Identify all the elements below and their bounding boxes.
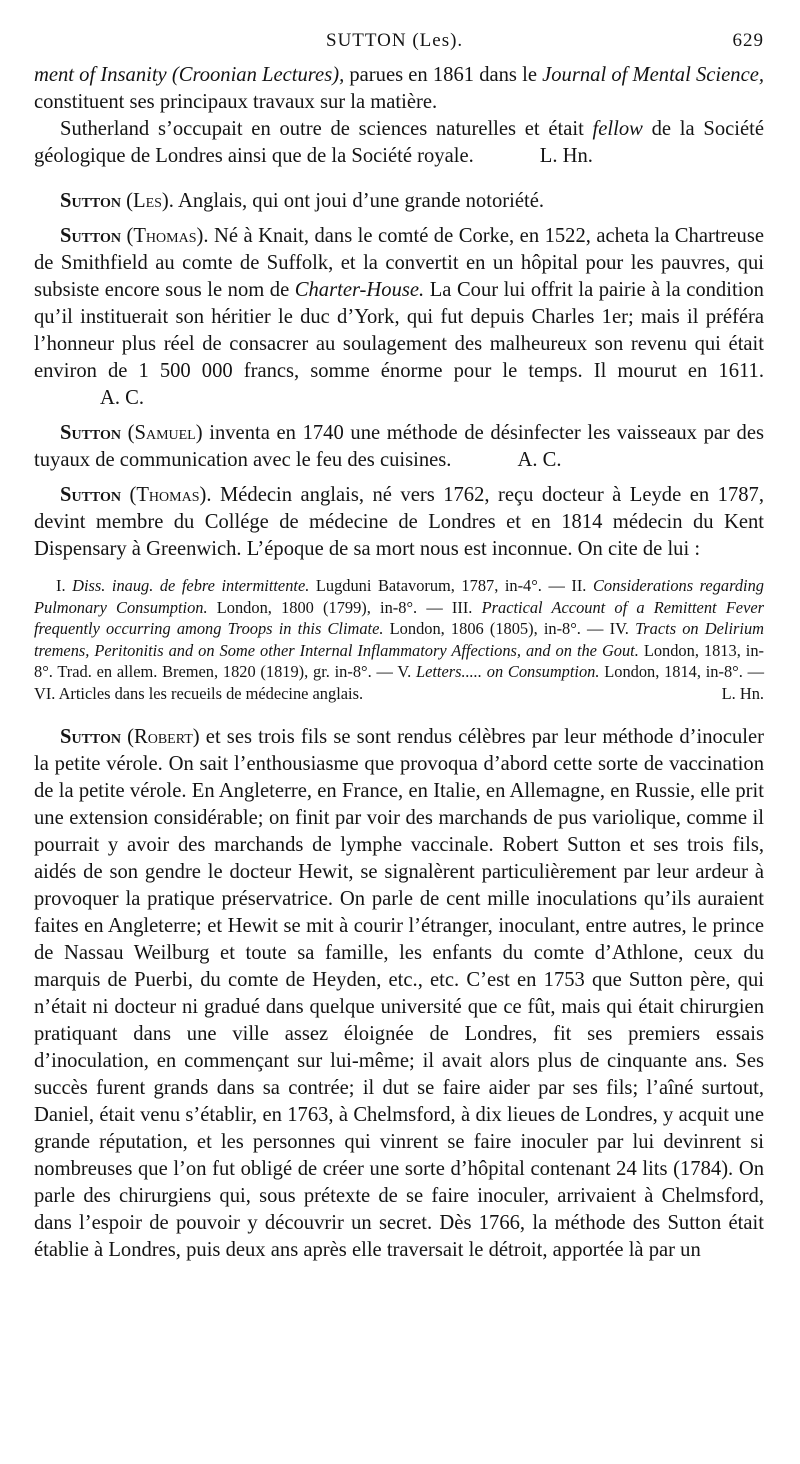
entry-qualifier: (Robert) — [121, 726, 200, 748]
author-signature: L. Hn. — [721, 683, 764, 703]
author-signature: A. C. — [517, 449, 562, 471]
entry-headword: Sutton — [60, 726, 121, 748]
biblio-number: III. — [451, 597, 482, 617]
intro-text: Sutherland s’occupait en outre de sciences naturelles et était — [60, 118, 593, 140]
author-signature: L. Hn. — [539, 145, 593, 167]
dictionary-page — [34, 30, 764, 1264]
entry-sutton-thomas-1762 — [34, 482, 764, 563]
running-head — [34, 30, 764, 58]
entry-sutton-robert — [34, 724, 764, 1264]
intro-italic-title: ment of Insanity (Croonian Lectures), — [34, 64, 345, 86]
intro-text: constituent ses principaux travaux sur la matière. — [34, 91, 438, 113]
entry-sutton-les — [34, 188, 764, 215]
entry-sutton-thomas-1522 — [34, 223, 764, 412]
biblio-publication: Lugduni Batavorum, 1787, in-4°. — — [309, 576, 572, 595]
entry-text: Médecin anglais, né vers 1762, reçu docteur à Leyde en 1787, devint membre du Collége de médecine de Londres et en 1814 médecin du Kent Dispensary à Greenwich. L’époque de sa mort nous est inconnue. On cite de lui : — [34, 484, 764, 560]
biblio-publication: London, 1814, in-8°. — — [599, 662, 764, 681]
author-signature: A. C. — [100, 387, 145, 409]
intro-paragraph-2 — [34, 116, 764, 170]
entry-headword: Sutton — [60, 484, 121, 506]
entry-qualifier: (Les). — [121, 190, 174, 212]
entry-headword: Sutton — [60, 225, 121, 247]
biblio-title: Tracts on Delirium tremens, Peritonitis and on Some other Internal Inflammatory Affections, and on the Gout. — [34, 619, 764, 660]
entry-qualifier: (Thomas). — [121, 484, 212, 506]
biblio-number: V. — [397, 662, 416, 681]
biblio-title: Considerations regarding Pulmonary Consumption. — [34, 576, 764, 617]
biblio-publication: London, 1800 (1799), in-8°. — — [207, 597, 452, 617]
intro-italic-word: fellow — [592, 118, 643, 140]
running-head-title: SUTTON (Les). — [326, 30, 464, 51]
biblio-publication: London, 1806 (1805), in-8°. — — [383, 619, 610, 638]
entry-qualifier: (Thomas). — [121, 225, 209, 247]
entry-text: La Cour lui offrit la pairie à la condition qu’il instituerait son héritier le duc d’York, qui fut depuis Charles 1er; mais il préféra l’honneur plus réel de consacrer au soulagement des malheureux son revenu qui était environ de 1 500 000 francs, somme énorme pour le temps. Il mourut en 1611. — [34, 279, 764, 382]
entry-headword: Sutton — [60, 422, 121, 444]
biblio-publication: London, 1813, in-8°. Trad. en allem. Bremen, 1820 (1819), gr. in-8°. — — [34, 640, 764, 681]
entry-text: Né à Knait, dans le comté de Corke, en 1522, acheta la Chartreuse de Smithfield au comte de Suffolk, et la convertit en un hôpital pour les pauvres, qui subsiste encore sous le nom de — [34, 225, 764, 301]
biblio-number: I. — [56, 576, 73, 595]
entry-qualifier: (Samuel) — [121, 422, 203, 444]
intro-paragraph-1 — [34, 62, 764, 116]
bibliography — [34, 575, 764, 704]
entry-italic: Charter-House. — [294, 279, 425, 301]
bibliography-list — [34, 575, 764, 704]
biblio-title: Letters..... on Consumption. — [415, 662, 600, 681]
entry-text: Anglais, qui ont joui d’une grande notoriété. — [173, 190, 544, 212]
entry-text: et ses trois fils se sont rendus célèbres par leur méthode d’inoculer la petite vérole. On sait l’enthousiasme que provoqua d’abord cette sorte de vaccination de la petite vérole. En Angleterre, en France, en Italie, en Allemagne, en Russie, elle prit une extension considérable; on finit par voir des marchands de pus variolique, comme il pourrait y avoir des marchands de lymphe vaccinale. Robert Sutton et ses trois fils, aidés de son gendre le docteur Hewit, se signalèrent particulièrement par leur ardeur à provoquer la pratique préservatrice. On parle de cent mille inoculations qu’ils auraient faites en Angleterre; et Hewit se mit à courir l’étranger, inoculant, entre autres, le prince de Nassau Weilburg et toute sa famille, les enfants du comte d’Athlone, ceux du marquis de Puerbi, du comte de Heyden, etc., etc. C’est en 1753 que Sutton père, qui n’était ni docteur ni gradué dans quelque université que ce fût, mais qui était chirurgien pratiquant dans une ville assez éloignée de Londres, fit ses premiers essais d’inoculation, en commençant sur lui-même; il avait alors plus de cinquante ans. Ses succès furent grands dans sa contrée; il dut se faire aider par ses fils; l’aîné surtout, Daniel, était venu s’établir, en 1763, à Chelmsford, à dix lieues de Londres, y acquit une grande réputation, et les personnes qui vinrent se faire inoculer par lui devinrent si nombreuses que l’on fut obligé de créer une sorte d’hôpital contenant 24 lits (1784). On parle des chirurgiens qui, sous prétexte de se faire inoculer, arrivaient à Chelmsford, dans l’espoir de pouvoir y découvrir un secret. Dès 1766, la méthode des Sutton était établie à Londres, puis deux ans après elle traversait le détroit, apportée là par un — [34, 726, 765, 1261]
biblio-title: Practical Account of a Remittent Fever frequently occurring among Troops in this Climate. — [34, 597, 765, 638]
biblio-number: II. — [571, 576, 593, 595]
entry-text: inventa en 1740 une méthode de désinfecter les vaisseaux par des tuyaux de communication avec le feu des cuisines. — [34, 422, 764, 471]
intro-text: parues en 1861 dans le — [344, 64, 543, 86]
entry-headword: Sutton — [60, 190, 121, 212]
entry-sutton-samuel — [34, 420, 764, 474]
intro-journal-title: Journal of Mental Science, — [542, 64, 765, 86]
intro-text: de la Société géologique de Londres ainsi que de la Société royale. — [34, 118, 764, 167]
biblio-item: VI. Articles dans les recueils de médecine anglais. — [34, 683, 364, 703]
page-number: 629 — [732, 30, 764, 51]
biblio-title: Diss. inaug. de febre intermittente. — [72, 576, 310, 595]
biblio-number: IV. — [609, 619, 636, 638]
